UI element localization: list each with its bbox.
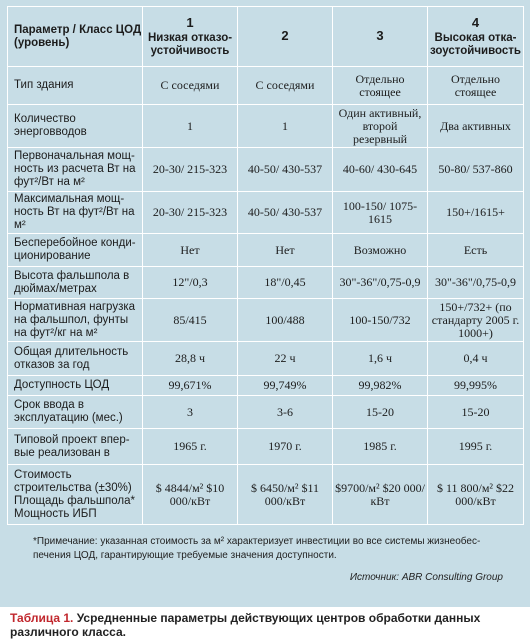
row-param: Общая длительность отказов за год xyxy=(8,342,143,376)
row-value-col-2: 40-50/ 430-537 xyxy=(238,192,333,234)
table-row xyxy=(8,376,524,396)
row-value-col-3: 100-150/732 xyxy=(333,299,428,342)
row-param: Стоимость строительства (±30%) Площадь фальшпола* Мощность ИБП xyxy=(8,465,143,525)
row-value-col-4: 50-80/ 537-860 xyxy=(428,148,524,192)
header-col-4 xyxy=(428,7,524,67)
row-value-col-3: 100-150/ 1075-1615 xyxy=(333,192,428,234)
row-value-col-1: 85/415 xyxy=(143,299,238,342)
header-col-4-num: 4 xyxy=(471,14,480,30)
row-value-col-3: 1,6 ч xyxy=(333,342,428,376)
table-row xyxy=(8,429,524,465)
row-param: Количество энерговводов xyxy=(8,105,143,148)
row-value-col-2: 100/488 xyxy=(238,299,333,342)
row-value-col-4: 150+/1615+ xyxy=(428,192,524,234)
row-value-col-2: С соседями xyxy=(238,67,333,105)
header-col-1 xyxy=(143,7,238,67)
row-value-col-1: 1 xyxy=(143,105,238,148)
row-value-col-3: 1985 г. xyxy=(333,429,428,465)
source: Источник: ABR Consulting Group xyxy=(349,572,503,583)
row-value-col-4: Есть xyxy=(428,234,524,267)
row-value-col-1: 3 xyxy=(143,396,238,429)
row-param: Доступность ЦОД xyxy=(8,376,143,396)
row-value-col-3: 99,982% xyxy=(333,376,428,396)
row-value-col-1: 99,671% xyxy=(143,376,238,396)
row-param: Бесперебойное конди-ционирование xyxy=(8,234,143,267)
row-value-col-2: 99,749% xyxy=(238,376,333,396)
table-caption xyxy=(10,611,530,639)
data-center-class-table xyxy=(7,6,524,525)
row-value-col-1: 20-30/ 215-323 xyxy=(143,148,238,192)
row-value-col-4: Отдельно стоящее xyxy=(428,67,524,105)
table-row xyxy=(8,148,524,192)
row-param: Высота фальшпола в дюймах/метрах xyxy=(8,267,143,299)
row-value-col-4: $ 11 800/м² $22 000/кВт xyxy=(428,465,524,525)
row-value-col-2: Нет xyxy=(238,234,333,267)
row-value-col-1: 28,8 ч xyxy=(143,342,238,376)
table-body xyxy=(8,67,524,525)
row-value-col-3: Один активный, второй резервный xyxy=(333,105,428,148)
table-row xyxy=(8,234,524,267)
row-value-col-1: С соседями xyxy=(143,67,238,105)
header-row xyxy=(8,7,524,67)
row-value-col-3: Отдельно стоящее xyxy=(333,67,428,105)
header-col-1-sub: Низкая отказо-устойчивость xyxy=(147,31,233,57)
row-value-col-4: 15-20 xyxy=(428,396,524,429)
row-value-col-4: 0,4 ч xyxy=(428,342,524,376)
header-col-3-num: 3 xyxy=(376,27,384,43)
header-col-3 xyxy=(333,7,428,67)
footnote: *Примечание: указанная стоимость за м² характеризует инвестиции во все системы жизнеобес-печения ЦОД, гарантирующие требуемые значения доступности. xyxy=(33,536,481,561)
table-row xyxy=(8,299,524,342)
row-value-col-4: 30"-36"/0,75-0,9 xyxy=(428,267,524,299)
row-value-col-2: 3-6 xyxy=(238,396,333,429)
table-row xyxy=(8,396,524,429)
table-row xyxy=(8,465,524,525)
row-value-col-4: 1995 г. xyxy=(428,429,524,465)
row-value-col-2: 18"/0,45 xyxy=(238,267,333,299)
row-value-col-3: Возможно xyxy=(333,234,428,267)
row-value-col-2: $ 6450/м² $11 000/кВт xyxy=(238,465,333,525)
row-value-col-1: $ 4844/м² $10 000/кВт xyxy=(143,465,238,525)
table-row xyxy=(8,192,524,234)
table-row xyxy=(8,105,524,148)
row-param: Срок ввода в эксплуатацию (мес.) xyxy=(8,396,143,429)
row-value-col-1: 1965 г. xyxy=(143,429,238,465)
row-value-col-1: Нет xyxy=(143,234,238,267)
row-value-col-4: 99,995% xyxy=(428,376,524,396)
row-value-col-3: 15-20 xyxy=(333,396,428,429)
row-value-col-4: 150+/732+ (по стандарту 2005 г. 1000+) xyxy=(428,299,524,342)
header-col-1-num: 1 xyxy=(186,14,194,30)
header-col-2-num: 2 xyxy=(281,27,289,43)
caption-label: Таблица 1. xyxy=(10,611,74,625)
row-value-col-2: 1970 г. xyxy=(238,429,333,465)
header-col-4-sub: Высокая отка-зоустойчивость xyxy=(429,31,522,57)
row-param: Нормативная нагрузка на фальшпол, фунты на фут²/кг на м² xyxy=(8,299,143,342)
header-param: Параметр / Класс ЦОД (уровень) xyxy=(8,7,143,67)
table-row xyxy=(8,342,524,376)
row-param: Тип здания xyxy=(8,67,143,105)
row-value-col-3: 30"-36"/0,75-0,9 xyxy=(333,267,428,299)
row-value-col-4: Два активных xyxy=(428,105,524,148)
caption-text: Усредненные параметры действующих центров обработки данных различного класса. xyxy=(10,611,481,639)
header-col-2 xyxy=(238,7,333,67)
row-value-col-1: 20-30/ 215-323 xyxy=(143,192,238,234)
row-param: Максимальная мощ-ность Вт на фут²/Вт на м² xyxy=(8,192,143,234)
row-value-col-2: 40-50/ 430-537 xyxy=(238,148,333,192)
row-value-col-3: $9700/м² $20 000/кВт xyxy=(333,465,428,525)
row-value-col-1: 12"/0,3 xyxy=(143,267,238,299)
table-row xyxy=(8,267,524,299)
row-value-col-2: 1 xyxy=(238,105,333,148)
table-row xyxy=(8,67,524,105)
row-param: Первоначальная мощ-ность из расчета Вт на фут²/Вт на м² xyxy=(8,148,143,192)
row-value-col-2: 22 ч xyxy=(238,342,333,376)
row-param: Типовой проект впер-вые реализован в xyxy=(8,429,143,465)
row-value-col-3: 40-60/ 430-645 xyxy=(333,148,428,192)
